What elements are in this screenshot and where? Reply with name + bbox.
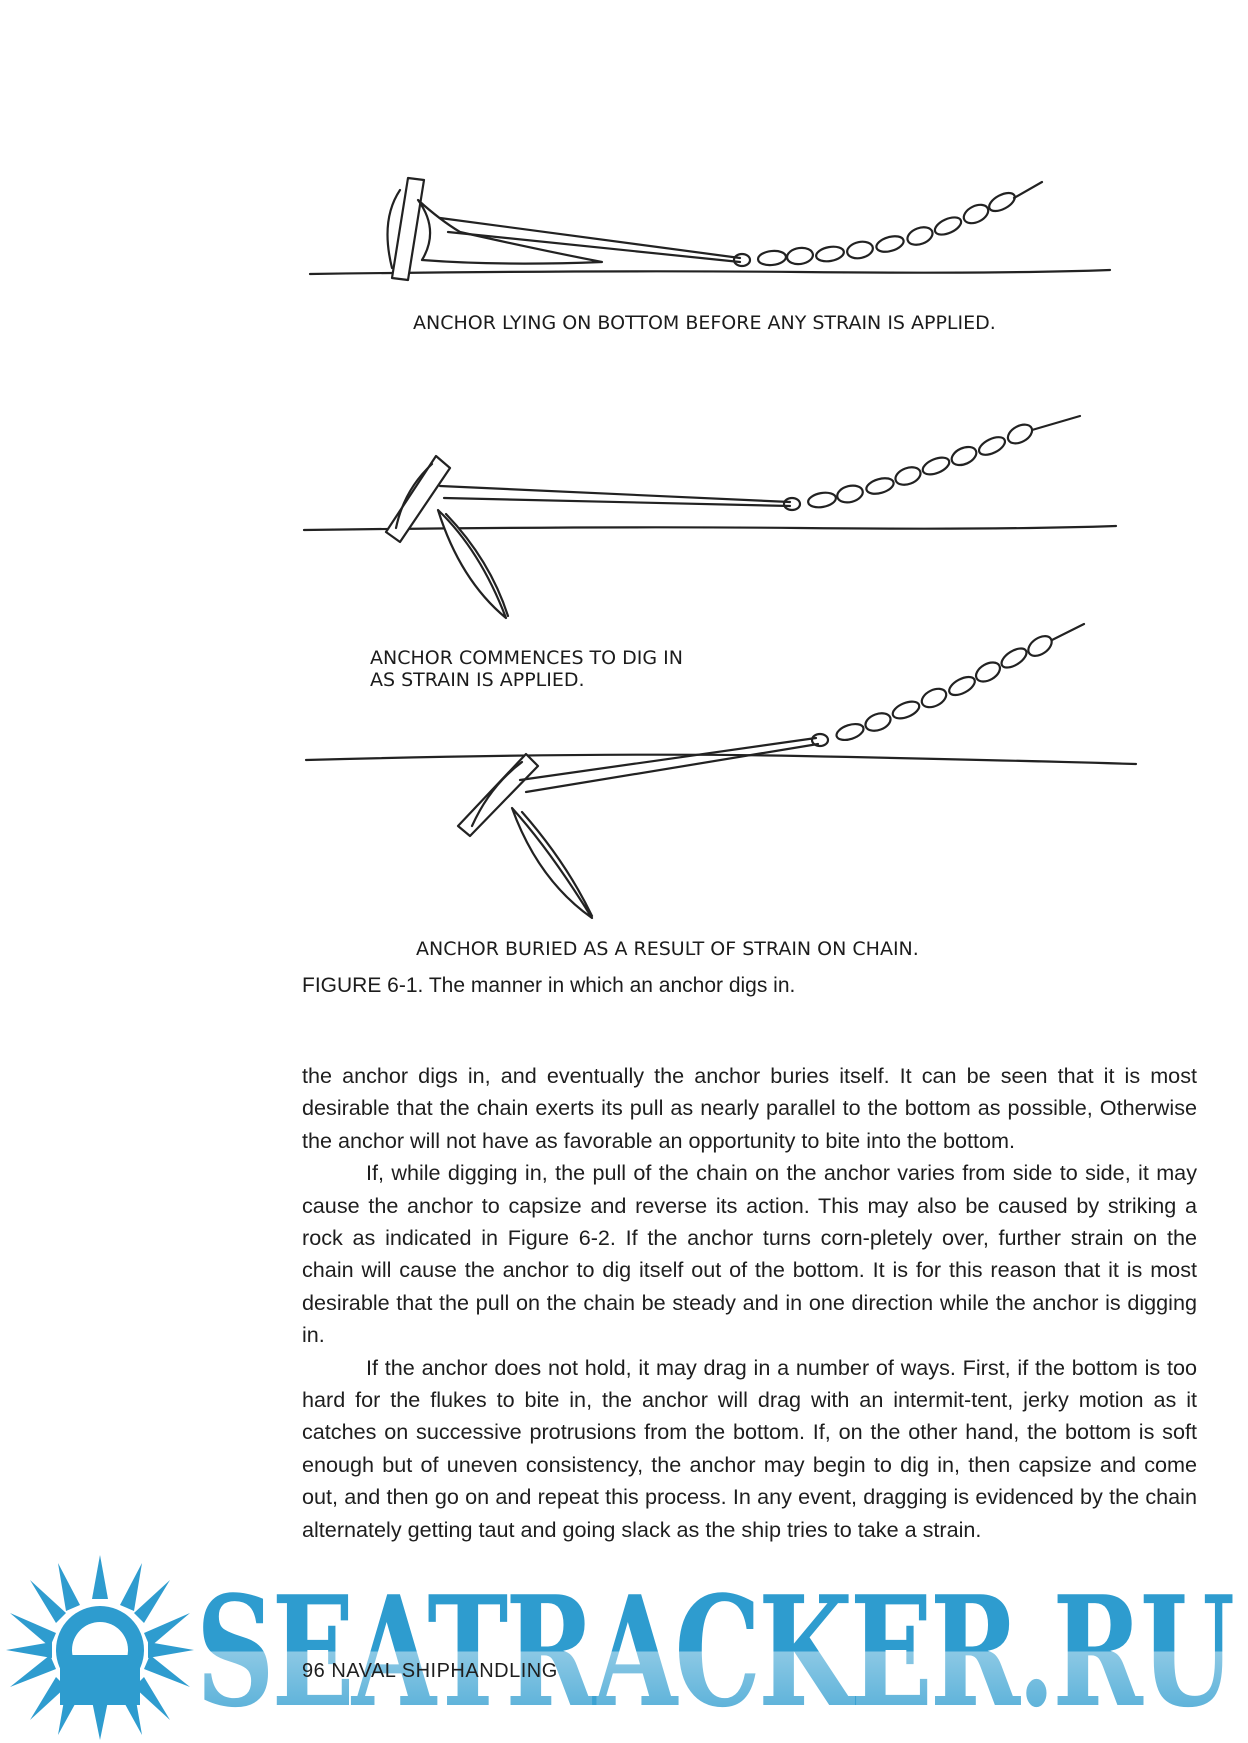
anchor-shackle bbox=[812, 734, 828, 746]
panel2-caption-line2: AS STRAIN IS APPLIED. bbox=[370, 669, 585, 691]
anchor-fluke bbox=[512, 808, 592, 918]
paragraph-1: the anchor digs in, and eventually the anchor buries itself. It can be seen that it is most desirable that the chain exerts its pull as nearly parallel to the bottom as possible, Otherwise the anchor will not have as favorable an opportunity to bite into the bottom. bbox=[302, 1063, 1197, 1153]
figure-label: FIGURE 6-1. bbox=[302, 974, 424, 997]
panel1-caption: ANCHOR LYING ON BOTTOM BEFORE ANY STRAIN IS APPLIED. bbox=[413, 312, 996, 334]
page-footer bbox=[302, 1660, 558, 1683]
panel2-caption-line1: ANCHOR COMMENCES TO DIG IN bbox=[370, 647, 683, 669]
anchor-shackle bbox=[734, 254, 750, 266]
anchor-chain bbox=[835, 624, 1084, 743]
body-text bbox=[302, 1060, 1197, 1546]
figure-caption bbox=[302, 974, 795, 998]
anchor-shank bbox=[440, 486, 790, 506]
anchor-chain bbox=[757, 182, 1042, 266]
anchor-chain bbox=[807, 416, 1080, 509]
panel3-caption: ANCHOR BURIED AS A RESULT OF STRAIN ON CHAIN. bbox=[416, 938, 919, 960]
paragraph-2: If, while digging in, the pull of the chain on the anchor varies from side to side, it may cause the anchor to capsize and reverse its action. This may also be caused by striking a rock as indicated in Figure 6-2. If the anchor turns corn-pletely over, further strain on the chain will cause the anchor to dig itself out of the bottom. It is for this reason that it is most desirable that the pull on the chain be steady and in one direction while the anchor is digging in. bbox=[302, 1160, 1197, 1348]
anchor-drawing-digging bbox=[300, 410, 1120, 620]
page-number: 96 bbox=[302, 1660, 326, 1682]
watermark-label: SEATRACKER.RU bbox=[196, 1575, 1234, 1725]
anchor-drawing-buried bbox=[300, 630, 1140, 930]
anchor-fluke bbox=[438, 510, 508, 618]
running-title: NAVAL SHIPHANDLING bbox=[331, 1660, 558, 1682]
paragraph-3: If the anchor does not hold, it may drag in a number of ways. First, if the bottom is too hard for the flukes to bite in, the anchor will drag with an intermit-tent, jerky motion as it catches on successive protrusions from the bottom. If, on the other hand, the bottom is soft enough but of uneven consistency, the anchor may begin to dig in, then capsize and come out, and then go on and repeat this process. In any event, dragging is evidenced by the chain alternately getting taut and going slack as the ship tries to take a strain. bbox=[302, 1354, 1197, 1542]
anchor-shank bbox=[520, 738, 818, 792]
anchor-fluke bbox=[418, 200, 602, 264]
sun-logo-icon bbox=[0, 1555, 200, 1740]
anchor-shackle bbox=[784, 498, 800, 510]
watermark-text bbox=[196, 1575, 1236, 1725]
anchor-drawing-lying bbox=[300, 170, 1120, 290]
figure-title: The manner in which an anchor digs in. bbox=[428, 974, 796, 997]
seabed-line bbox=[310, 270, 1110, 274]
seabed-line bbox=[304, 526, 1116, 530]
